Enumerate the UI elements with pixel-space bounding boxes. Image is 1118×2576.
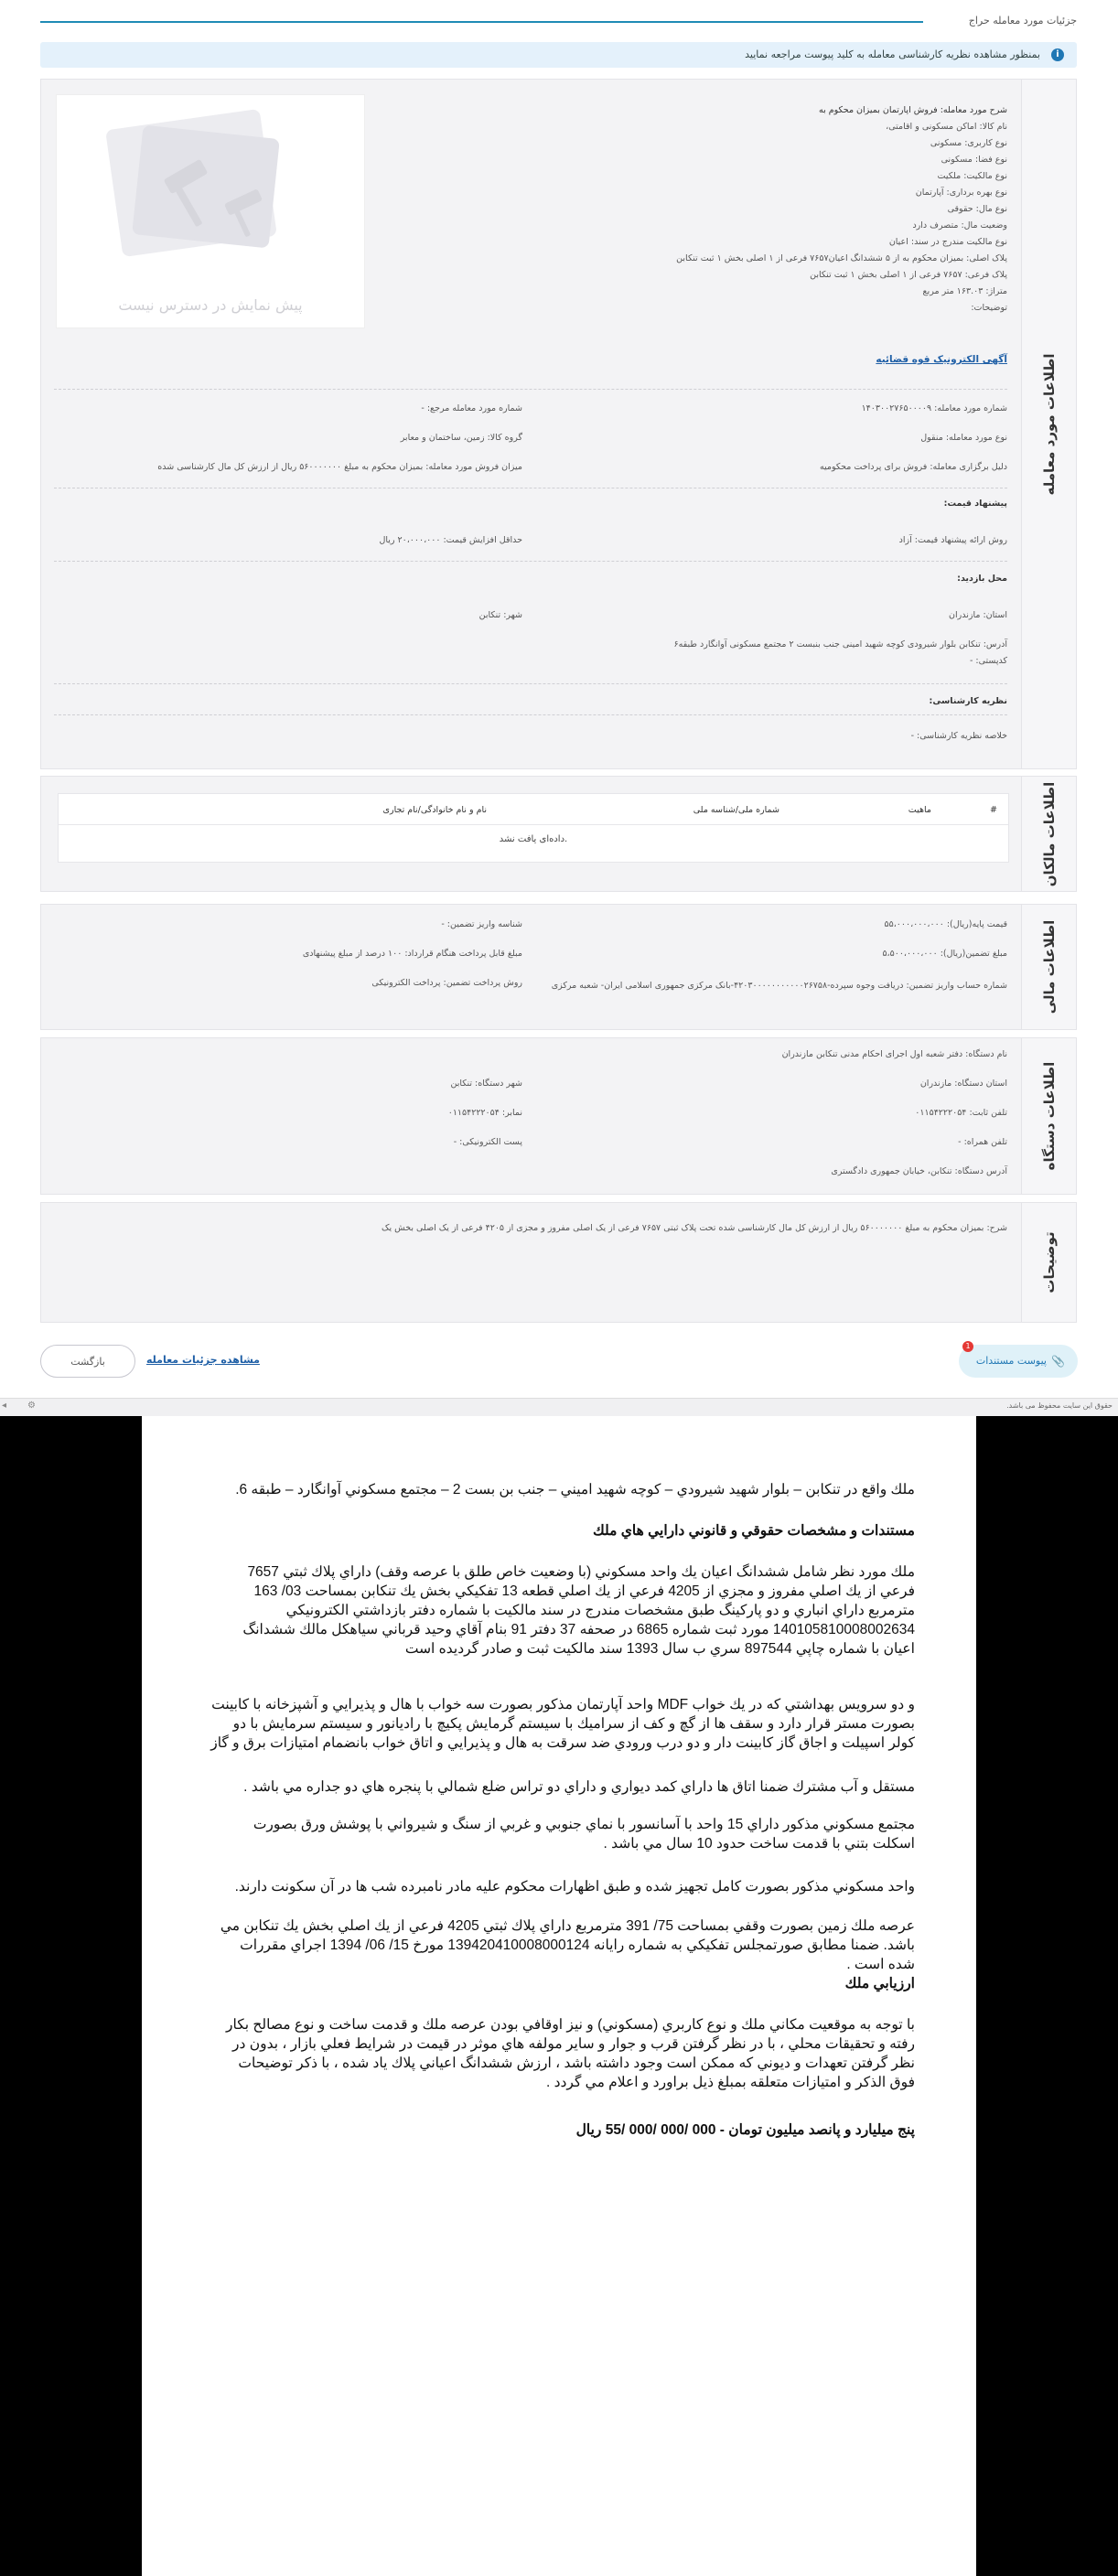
doc-paragraph: ملك مورد نظر شامل ششدانگ اعيان يك واحد مسكوني (با وضعيت خاص طلق با عرصه وقف) داراي پلاك ثبتي 7657 فرعي از يك اصلي مفروز و مجزي از 4205 فرعي از يك اصلي قطعه 13 تفكيكي بخش يك تنكابن بمساحت 03/ 163 مترمربع داراي انباري و دو پاركينگ طبق مشخصات مندرج در سند مالكيت با شماره دفتر بازداشتي الكترونيكي 140105810008002634 مورد ثبت شماره 6865 در صحفه 37 دفتر 91 بنام آقاي وحيد قرباني سياهكل مالك ششدانگ اعيان با شماره چاپي 897544 سري ب سال 1393 سند مالكيت ثبت و صادر گرديده است: [242, 1564, 915, 1657]
view-details-link[interactable]: مشاهده جزئیات معامله: [146, 1354, 260, 1366]
owners-section-header: اطلاعات مالکان: [1021, 777, 1076, 891]
doc-paragraph: و دو سرويس بهداشتي كه در يك خواب MDF واحد آپارتمان مذكور بصورت سه خواب با هال و پذيرايي و آشپزخانه با كابينت بصورت مستر قرار دارد و سقف ها از گچ و كف از سراميك با سيستم گرمايش پكيچ با راديانور و سيستم سرمايش با دو كولر اسپيلت و اجاق گاز كابينت دار و دو درب ورودي ضد سرقت به هال و پذيرايي و اتاق خواب بانضمام امتيازات برق و گاز: [210, 1697, 915, 1751]
deposit-id: شناسه واریز تضمین: -: [441, 919, 522, 929]
sale-amount: میزان فروش مورد معامله: بمیزان محکوم به مبلغ ۵۶۰۰۰۰۰۰۰ ریال از ارزش کل مال کارشناسی شده: [157, 462, 522, 472]
owners-table: [58, 793, 1009, 863]
payable-amount: مبلغ قابل پرداخت هنگام قرارداد: ۱۰۰ درصد از مبلغ پیشنهادی: [302, 949, 522, 959]
attachments-label: پیوست مستندات: [975, 1355, 1047, 1367]
area: متراژ: ۱۶۳.۰۳ متر مربع: [922, 286, 1007, 296]
deposit-account: شماره حساب واریز تضمین: دریافت وجوه سپرده-۴۲۰۳۰۰۰۰۰۰۰۰۰۰۰۲۶۷۵۸-بانک مرکزی جمهوری اسلامی ایران- شعبه مرکزی: [551, 981, 1007, 991]
item-description: شرح مورد معامله: فروش اپارتمان بمیزان محکوم به: [819, 105, 1007, 115]
doc-paragraph: مجتمع مسكوني مذكور داراي 15 واحد با آسانسور با نماي جنوبي و غربي از سنگ و شيرواني با پوشش ورق بصورت اسكلت بتني با قدمت ساخت حدود 10 سال مي باشد .: [253, 1817, 915, 1852]
info-icon: i: [1051, 48, 1064, 61]
office-section-header: اطلاعات دستگاه: [1021, 1038, 1076, 1194]
office-city: شهر دستگاه: تنکابن: [450, 1079, 522, 1089]
divider: [54, 683, 1007, 684]
notes-section: [40, 1202, 1077, 1323]
base-price: قیمت پایه(ریال): ۵۵،۰۰۰،۰۰۰،۰۰۰: [884, 919, 1007, 929]
property-status: وضعیت مال: متصرف دارد: [912, 220, 1007, 231]
bid-method: روش ارائه پیشنهاد قیمت: آزاد: [898, 535, 1007, 545]
page-header: [40, 13, 1077, 31]
doc-valuation: پنج ميليارد و پانصد ميليون تومان - 000 /000 /000 /55 ريال: [575, 2122, 915, 2138]
payment-method: روش پرداخت تضمین: پرداخت الکترونیکی: [371, 978, 522, 988]
divider: [54, 561, 1007, 562]
usage-type: نوع کاربری: مسکونی: [930, 138, 1007, 148]
divider: [54, 714, 1007, 715]
header-divider: [40, 21, 923, 23]
postal-code: کدپستی: -: [969, 656, 1007, 666]
asset-group: گروه کالا: زمین، ساختمان و معابر: [400, 433, 522, 443]
attachment-notice: [40, 42, 1077, 68]
doc-paragraph: واحد مسكوني مذكور بصورت كامل تجهيز شده و طبق اظهارات محكوم عليه مادر نامبرده شب ها در آن سكونت دارند.: [234, 1879, 915, 1894]
reference-number: شماره مورد معامله مرجع: -: [421, 403, 522, 413]
arrow-icon: ◂: [2, 1401, 7, 1411]
asset-name: نام کالا: اماکن مسکونی و اقامتی،: [886, 122, 1007, 132]
office-email: پست الکترونیکی: -: [453, 1137, 522, 1147]
page-title: جزئیات مورد معامله حراج: [968, 15, 1077, 27]
copyright-text: حقوق این سایت محفوظ می باشد.: [1006, 1401, 1113, 1410]
divider: [54, 389, 1007, 390]
office-mobile: تلفن همراه: -: [958, 1137, 1007, 1147]
column-header: #: [990, 805, 997, 815]
property-type: نوع مال: حقوقی: [947, 204, 1007, 214]
doc-paragraph: با توجه به موقعيت مكاني ملك و نوع كاربري (مسكوني) و نيز اوقافي بودن عرصه ملك و قدمت ساخت و نوع مصالح بكار رفته و تحقيقات محلي ، با در نظر گرفتن قرب و جوار و ساير مولفه هاي موثر در قيمت در شرايط فعلي بازار ، بدون در نظر گرفتن تعهدات و ديوني كه ممكن است وجود داشته باشد ، ارزش ششدانگ اعياني پلاك ياد شده ، با ذكر توضيحات فوق الذكر و امتيازات متعلقه بمبلغ ذيل براورد و اعلام مي گردد .: [226, 2017, 915, 2090]
document-viewer: [0, 1416, 1118, 2576]
min-increase: حداقل افزایش قیمت: ۲۰،۰۰۰،۰۰۰ ریال: [379, 535, 522, 545]
sub-plate: پلاک فرعی: ۷۶۵۷ فرعی از ۱ اصلی بخش ۱ ثبت تنکابن: [810, 270, 1007, 280]
guarantee-amount: مبلغ تضمین(ریال): ۵،۵۰۰،۰۰۰،۰۰۰: [882, 949, 1007, 959]
ownership-type: نوع مالکیت: ملکیت: [937, 171, 1007, 181]
item-info-section: [40, 79, 1077, 769]
office-name: نام دستگاه: دفتر شعبه اول اجرای احکام مدنی تنکابن مازندران: [781, 1049, 1007, 1059]
sale-reason: دلیل برگزاری معامله: فروش برای پرداخت محکومیه: [819, 462, 1007, 472]
visit-address: آدرس: تنکابن بلوار شیرودی کوچه شهید امینی جنب بنبست ۲ مجتمع مسکونی آوانگارد طبقه۶: [673, 639, 1007, 649]
empty-table-message: داده‌ای یافت نشد.: [499, 834, 568, 844]
paperclip-icon: 📎: [1051, 1355, 1065, 1368]
structure-type: نوع فضا: مسکونی: [941, 155, 1007, 165]
back-button[interactable]: [40, 1345, 135, 1378]
office-section: [40, 1037, 1077, 1195]
doc-paragraph: ملك واقع در تنكابن – بلوار شهيد شيرودي – كوچه شهيد اميني – جنب بن بست 2 – مجتمع مسكوني آوانگارد – طبقه 6.: [235, 1482, 915, 1497]
owners-section: [40, 776, 1077, 892]
office-province: استان دستگاه: مازندران: [919, 1079, 1007, 1089]
doc-paragraph: مستقل و آب مشترك ضمنا اتاق ها داراي كمد ديواري و داراي دو تراس ضلع شمالي با پنجره هاي دو جداره مي باشد .: [243, 1779, 915, 1795]
item-number: شماره مورد معامله: ۱۴۰۳۰۰۲۷۶۵۰۰۰۰۹: [861, 403, 1007, 413]
doc-ownership-type: نوع مالکیت مندرج در سند: اعیان: [888, 237, 1007, 247]
image-preview: [56, 94, 365, 328]
office-phone: تلفن ثابت: ۰۱۱۵۴۲۲۲۰۵۴: [915, 1108, 1007, 1118]
notes-section-header: توضیحات: [1021, 1203, 1076, 1322]
attachments-count-badge: 1: [962, 1341, 973, 1352]
utilization-type: نوع بهره برداری: آپارتمان: [915, 188, 1007, 198]
accessibility-icon: ⚙: [27, 1401, 36, 1411]
financial-section: [40, 904, 1077, 1030]
notes-text: شرح: بمیزان محکوم به مبلغ ۵۶۰۰۰۰۰۰۰ ریال از ارزش کل مال کارشناسی شده تحت پلاک ثبتی ۷۶۵۷ فرعی از یک اصلی مفروز و مجزی از ۴۲۰۵ فرعی از یک اصلی بخش یک: [381, 1223, 1007, 1233]
visit-province: استان: مازندران: [949, 610, 1007, 620]
explanations: توضیحات:: [971, 303, 1007, 313]
electronic-ad-link[interactable]: آگهی الکترونیک قوه قضائیه: [876, 354, 1007, 365]
footer: [0, 1398, 1118, 1416]
expert-summary: خلاصه نظریه کارشناسی: -: [910, 731, 1007, 741]
visit-section-title: محل بازدید:: [957, 574, 1007, 584]
gavel-placeholder-icon: [57, 95, 366, 278]
notice-text: بمنظور مشاهده نظریه کارشناسی معامله به کلید پیوست مراجعه نمایید: [745, 48, 1040, 60]
visit-city: شهر: تنکابن: [478, 610, 522, 620]
office-fax: نمابر: ۰۱۱۵۴۲۲۲۰۵۴: [447, 1108, 522, 1118]
doc-heading: ارزيابي ملك: [844, 1976, 915, 1991]
column-header: نام و نام خانوادگی/نام تجاری: [382, 805, 487, 815]
office-address: آدرس دستگاه: تنکابن، خیابان جمهوری دادگستری: [831, 1166, 1007, 1176]
attachments-button[interactable]: [959, 1342, 1078, 1378]
bid-section-title: پیشنهاد قیمت:: [943, 499, 1007, 509]
back-label: بازگشت: [70, 1356, 105, 1368]
column-header: ماهیت: [908, 805, 931, 815]
expert-section-title: نظریه کارشناسی:: [929, 696, 1007, 706]
doc-heading: مستندات و مشخصات حقوقي و قانوني دارايي هاي ملك: [592, 1523, 915, 1539]
main-plate: پلاک اصلی: بمیزان محکوم به از ۵ ششدانگ اعیان۷۶۵۷ فرعی از ۱ اصلی بخش ۱ ثبت تنکابن: [676, 253, 1007, 263]
preview-unavailable-text: پیش نمایش در دسترس نیست: [118, 296, 303, 314]
item-info-section-header: اطلاعات مورد معامله: [1021, 80, 1076, 768]
owners-table-header: [59, 794, 1008, 825]
financial-section-header: اطلاعات مالی: [1021, 905, 1076, 1029]
transaction-type: نوع مورد معامله: منقول: [920, 433, 1007, 443]
document-page: [142, 1416, 976, 2576]
doc-paragraph: عرصه ملك زمين بصورت وقفي بمساحت 75/ 391 مترمربع داراي پلاك ثبتي 4205 فرعي از يك اصلي بخش يك تنكابن مي باشد. ضمنا مطابق صورتمجلس تفكيكي به شماره رايانه 139420410008000124 مورخ 15/ 06/ 1394 اجراي مقررات شده است .: [220, 1918, 915, 1972]
column-header: شماره ملی/شناسه ملی: [693, 805, 779, 815]
